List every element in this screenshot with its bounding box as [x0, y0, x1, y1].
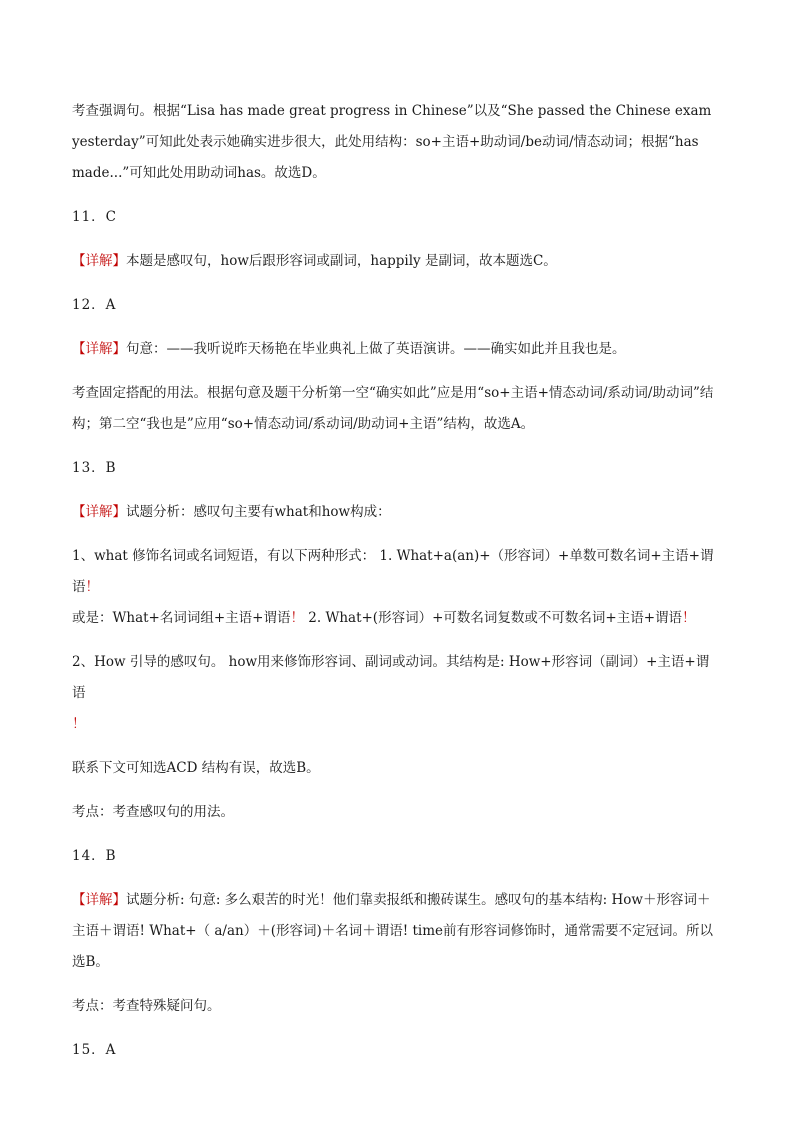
paragraph-text: 句意：——我听说昨天杨艳在毕业典礼上做了英语演讲。——确实如此并且我也是。	[126, 341, 626, 357]
paragraph-text: 考点：考查特殊疑问句。	[72, 998, 221, 1014]
answer-text: 14．B	[72, 848, 117, 864]
exclamation-mark: ！	[85, 579, 99, 595]
answer-text: 15．A	[72, 1042, 117, 1058]
detail-12-analysis	[72, 378, 722, 440]
detail-13-conclusion	[72, 753, 722, 784]
paragraph-text: 试题分析：感叹句主要有what和how构成：	[126, 504, 391, 520]
detail-tag: 【详解】	[72, 504, 126, 520]
paragraph-text: 本题是感叹句，how后跟形容词或副词，happily 是副词，故本题选C。	[126, 253, 557, 269]
detail-11	[72, 246, 722, 277]
paragraph-text: 2. What+(形容词）+可数名词复数或不可数名词+主语+谓语	[303, 610, 683, 626]
detail-13	[72, 497, 722, 528]
paragraph-text: 考点：考查感叹句的用法。	[72, 804, 234, 820]
paragraph-text: 1、what 修饰名词或名词短语，有以下两种形式： 1. What+a(an)+（形容词）+单数可数名词+主语+谓语	[72, 548, 714, 595]
detail-13-what-structure	[72, 541, 722, 634]
answer-text: 12．A	[72, 297, 117, 313]
answer-text: 11．C	[72, 209, 118, 225]
exclamation-mark: ！	[682, 610, 696, 626]
answer-text: 13．B	[72, 460, 117, 476]
detail-12-meaning	[72, 334, 722, 365]
detail-13-how-structure	[72, 647, 722, 740]
answer-12	[72, 290, 722, 321]
exclamation-mark: ！	[290, 610, 304, 626]
paragraph-emphasis-explanation	[72, 96, 722, 189]
detail-13-point	[72, 797, 722, 828]
detail-tag: 【详解】	[72, 253, 126, 269]
detail-tag: 【详解】	[72, 892, 126, 908]
detail-14	[72, 885, 722, 978]
answer-14	[72, 841, 722, 872]
answer-15	[72, 1035, 722, 1066]
exclamation-mark: ！	[72, 716, 86, 732]
detail-14-point	[72, 991, 722, 1022]
paragraph-text: 2、How 引导的感叹句。 how用来修饰形容词、副词或动词。其结构是: How+形容词（副词）+主语+谓语	[72, 654, 710, 701]
paragraph-text: 或是：What+名词词组+主语+谓语	[72, 610, 291, 626]
paragraph-text: 考查固定搭配的用法。根据句意及题干分析第一空“确实如此”应是用“so+主语+情态动词/系动词/助动词”结构；第二空“我也是”应用“so+情态动词/系动词/助动词+主语”结构，故选A。	[72, 385, 714, 432]
paragraph-text: 考查强调句。根据“Lisa has made great progress in Chinese”以及“She passed the Chinese exam yesterday”可知此处表示她确实进步很大，此处用结构：so+主语+助动词/be动词/情态动词；根据“has made...”可知此处用助动词has。故选D。	[72, 103, 712, 181]
answer-13	[72, 453, 722, 484]
paragraph-text: 试题分析: 句意: 多么艰苦的时光！他们靠卖报纸和搬砖谋生。感叹句的基本结构: How＋形容词＋主语＋谓语! What+（ a/an）＋(形容词)＋名词＋谓语! time前有形容词修饰时，通常需要不定冠词。所以选B。	[72, 892, 713, 970]
paragraph-text: 联系下文可知选ACD 结构有误，故选B。	[72, 760, 320, 776]
detail-tag: 【详解】	[72, 341, 126, 357]
answer-11	[72, 202, 722, 233]
